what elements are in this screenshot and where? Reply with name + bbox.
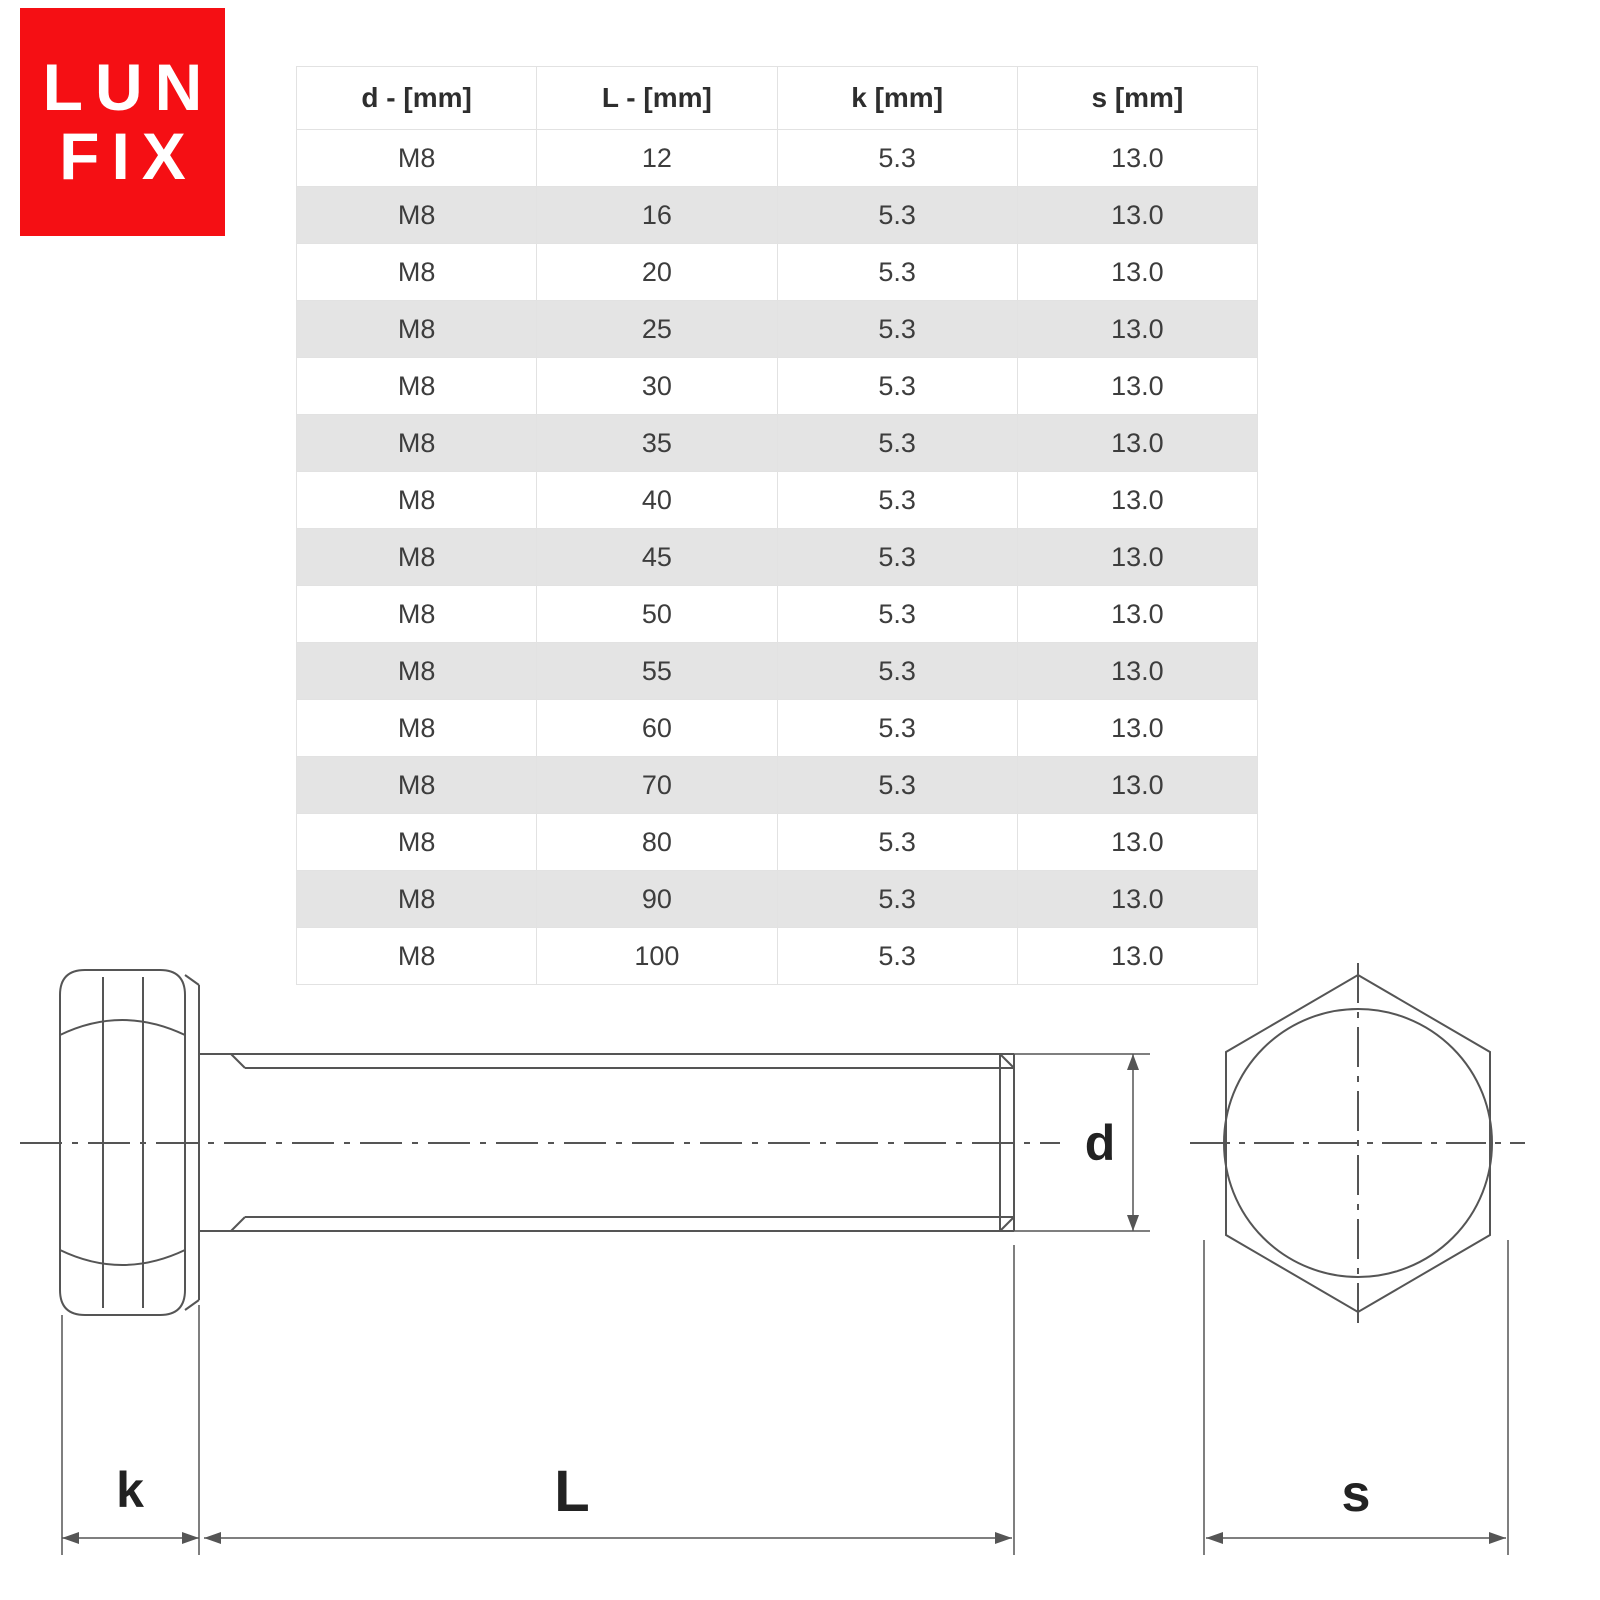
cell-k: 5.3 <box>777 757 1017 814</box>
dimension-label-d: d <box>1084 1115 1116 1171</box>
table-row <box>297 814 1258 871</box>
table-row <box>297 130 1258 187</box>
cell-L: 100 <box>537 928 777 985</box>
table-row <box>297 643 1258 700</box>
cell-d: M8 <box>297 472 537 529</box>
cell-d: M8 <box>297 130 537 187</box>
specification-table-wrapper <box>296 66 1258 985</box>
cell-L: 70 <box>537 757 777 814</box>
cell-d: M8 <box>297 358 537 415</box>
table-row <box>297 586 1258 643</box>
specification-table <box>296 66 1258 985</box>
cell-k: 5.3 <box>777 358 1017 415</box>
cell-L: 90 <box>537 871 777 928</box>
cell-d: M8 <box>297 415 537 472</box>
table-row <box>297 529 1258 586</box>
cell-d: M8 <box>297 700 537 757</box>
table-row <box>297 301 1258 358</box>
cell-s: 13.0 <box>1017 928 1257 985</box>
column-header-L: L - [mm] <box>537 67 777 130</box>
cell-L: 60 <box>537 700 777 757</box>
cell-d: M8 <box>297 301 537 358</box>
table-body <box>297 130 1258 985</box>
table-row <box>297 187 1258 244</box>
dimension-L <box>204 1245 1014 1555</box>
cell-d: M8 <box>297 244 537 301</box>
cell-k: 5.3 <box>777 871 1017 928</box>
cell-L: 12 <box>537 130 777 187</box>
centerline-end-view <box>1190 963 1525 1325</box>
cell-L: 30 <box>537 358 777 415</box>
dimension-label-s: s <box>1341 1465 1371 1523</box>
table-row <box>297 244 1258 301</box>
cell-k: 5.3 <box>777 301 1017 358</box>
table-row <box>297 358 1258 415</box>
table-row <box>297 472 1258 529</box>
table-row <box>297 871 1258 928</box>
cell-L: 20 <box>537 244 777 301</box>
cell-d: M8 <box>297 187 537 244</box>
table-row <box>297 415 1258 472</box>
cell-s: 13.0 <box>1017 871 1257 928</box>
cell-d: M8 <box>297 871 537 928</box>
dimension-label-k: k <box>116 1462 144 1518</box>
cell-s: 13.0 <box>1017 757 1257 814</box>
column-header-d: d - [mm] <box>297 67 537 130</box>
cell-L: 40 <box>537 472 777 529</box>
cell-k: 5.3 <box>777 928 1017 985</box>
cell-k: 5.3 <box>777 415 1017 472</box>
cell-L: 25 <box>537 301 777 358</box>
logo-line-1: LUN <box>42 49 215 124</box>
cell-s: 13.0 <box>1017 415 1257 472</box>
cell-d: M8 <box>297 529 537 586</box>
cell-k: 5.3 <box>777 643 1017 700</box>
cell-s: 13.0 <box>1017 301 1257 358</box>
cell-k: 5.3 <box>777 814 1017 871</box>
cell-k: 5.3 <box>777 586 1017 643</box>
logo-line-2: FIX <box>59 119 198 193</box>
cell-s: 13.0 <box>1017 643 1257 700</box>
cell-k: 5.3 <box>777 472 1017 529</box>
cell-k: 5.3 <box>777 529 1017 586</box>
cell-L: 16 <box>537 187 777 244</box>
cell-s: 13.0 <box>1017 529 1257 586</box>
cell-d: M8 <box>297 928 537 985</box>
column-header-s: s [mm] <box>1017 67 1257 130</box>
table-header <box>297 67 1258 130</box>
cell-d: M8 <box>297 643 537 700</box>
cell-s: 13.0 <box>1017 586 1257 643</box>
cell-s: 13.0 <box>1017 814 1257 871</box>
cell-L: 80 <box>537 814 777 871</box>
column-header-k: k [mm] <box>777 67 1017 130</box>
cell-d: M8 <box>297 586 537 643</box>
technical-drawing <box>0 955 1600 1600</box>
cell-L: 45 <box>537 529 777 586</box>
cell-k: 5.3 <box>777 187 1017 244</box>
cell-s: 13.0 <box>1017 472 1257 529</box>
lunfix-logo <box>20 8 225 236</box>
table-row <box>297 757 1258 814</box>
cell-s: 13.0 <box>1017 358 1257 415</box>
cell-k: 5.3 <box>777 130 1017 187</box>
cell-s: 13.0 <box>1017 187 1257 244</box>
cell-d: M8 <box>297 757 537 814</box>
cell-s: 13.0 <box>1017 130 1257 187</box>
cell-s: 13.0 <box>1017 244 1257 301</box>
cell-k: 5.3 <box>777 244 1017 301</box>
cell-d: M8 <box>297 814 537 871</box>
cell-L: 50 <box>537 586 777 643</box>
table-header-row <box>297 67 1258 130</box>
dimension-d <box>1014 1054 1150 1231</box>
cell-L: 55 <box>537 643 777 700</box>
dimension-label-L: L <box>554 1459 590 1524</box>
cell-s: 13.0 <box>1017 700 1257 757</box>
table-row <box>297 700 1258 757</box>
cell-k: 5.3 <box>777 700 1017 757</box>
cell-L: 35 <box>537 415 777 472</box>
